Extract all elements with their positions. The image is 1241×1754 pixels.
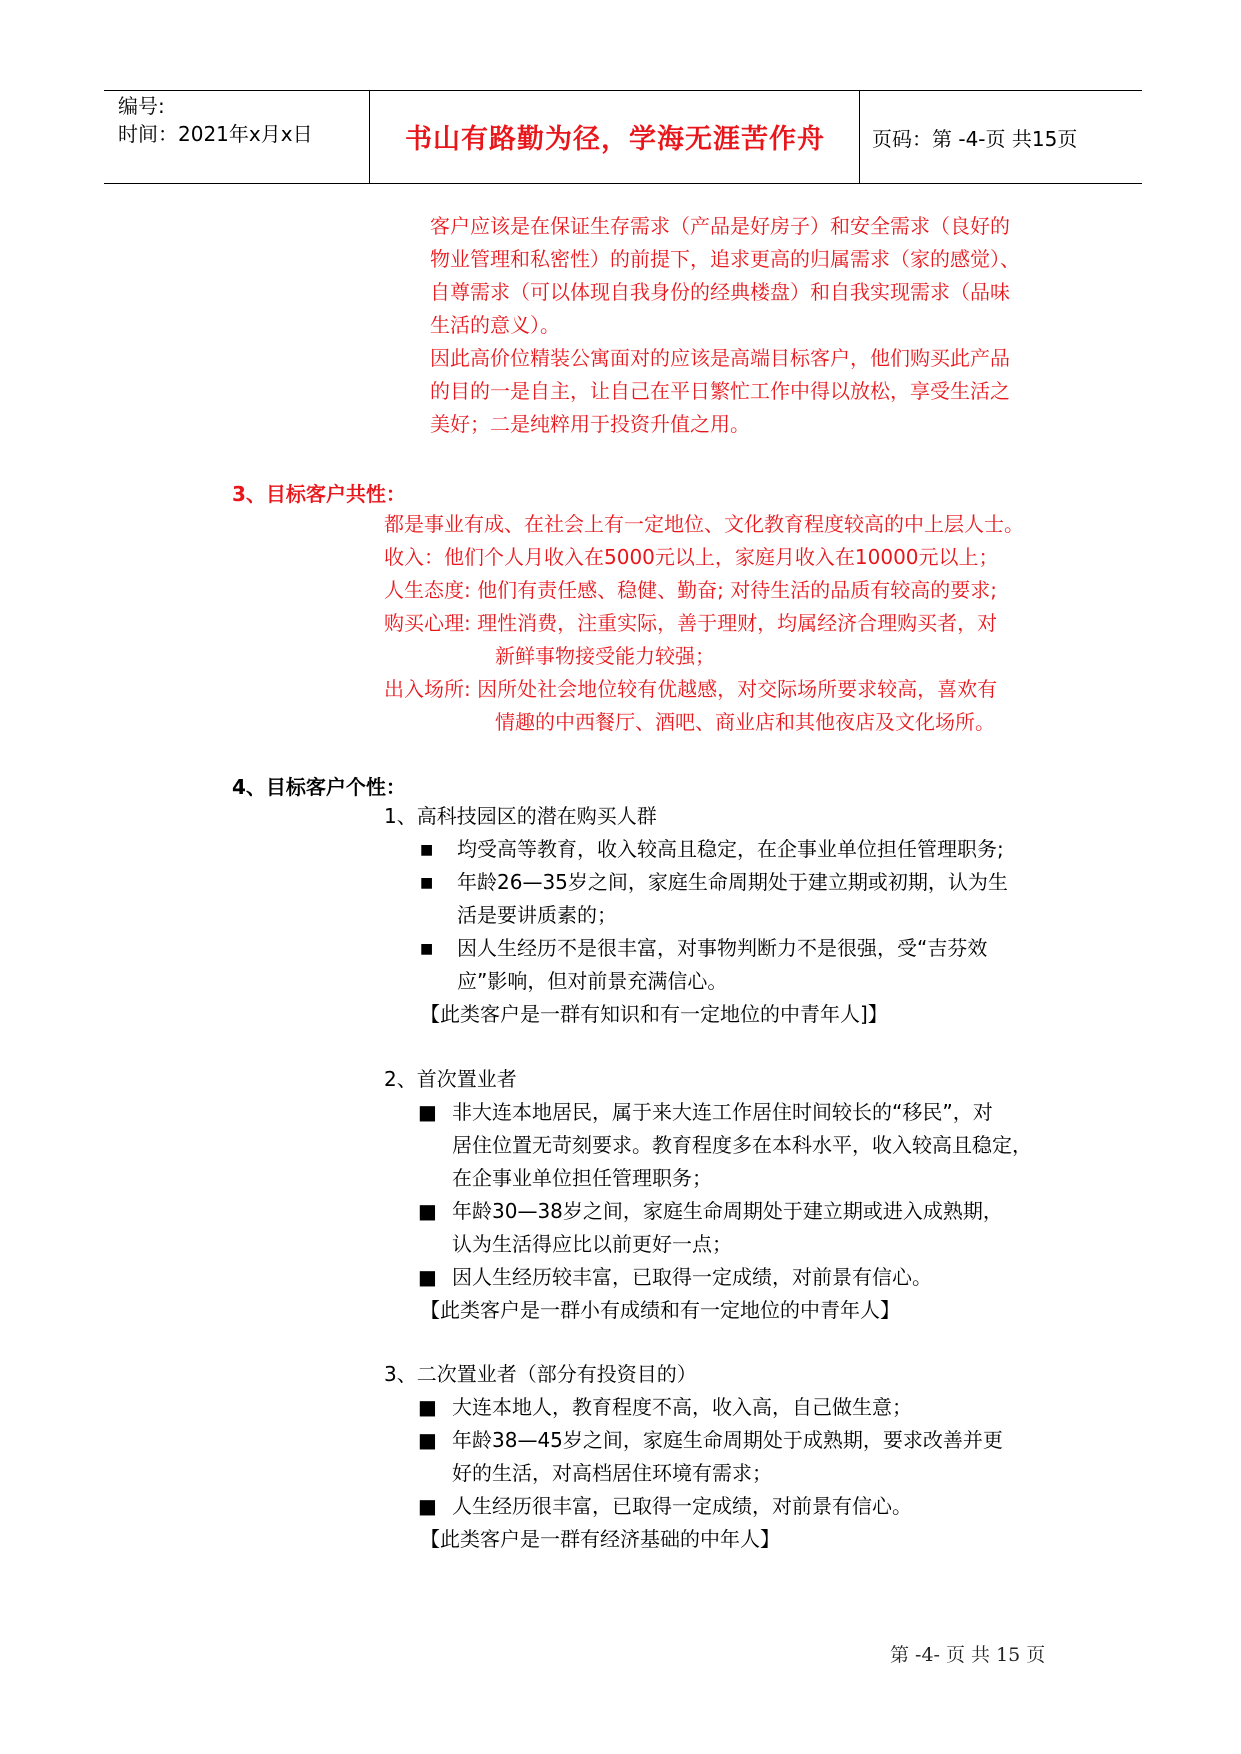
intro-line: 美好；二是纯粹用于投资升值之用。 (430, 412, 750, 436)
square-bullet-icon: ■ (418, 1428, 437, 1452)
intro-line: 因此高价位精装公寓面对的应该是高端目标客户，他们购买此产品 (430, 346, 1010, 370)
trait-line: 都是事业有成、在社会上有一定地位、文化教育程度较高的中上层人士。 (384, 512, 1024, 536)
header-divider (369, 91, 370, 183)
list-item: 非大连本地居民，属于来大连工作居住时间较长的“移民”，对 (452, 1100, 993, 1124)
list-item: 因人生经历较丰富，已取得一定成绩，对前景有信心。 (452, 1265, 932, 1289)
list-item: 居住位置无苛刻要求。教育程度多在本科水平，收入较高且稳定， (452, 1133, 1032, 1157)
list-item: 人生经历很丰富，已取得一定成绩，对前景有信心。 (452, 1494, 912, 1518)
trait-line: 新鲜事物接受能力较强； (495, 644, 715, 668)
group-summary: 【此类客户是一群小有成绩和有一定地位的中青年人】 (420, 1298, 900, 1322)
square-bullet-icon: ■ (418, 1395, 437, 1419)
list-item: 应”影响，但对前景充满信心。 (457, 969, 728, 993)
intro-line: 自尊需求（可以体现自我身份的经典楼盘）和自我实现需求（品味 (430, 280, 1010, 304)
page-footer: 第 -4- 页 共 15 页 (890, 1644, 1046, 1666)
section-title: 3、目标客户共性： (232, 482, 406, 506)
list-item: 大连本地人，教育程度不高，收入高，自己做生意； (452, 1395, 912, 1419)
trait-line: 收入：他们个人月收入在5000元以上，家庭月收入在10000元以上； (384, 545, 999, 569)
square-bullet-icon: ■ (418, 1100, 437, 1124)
intro-line: 客户应该是在保证生存需求（产品是好房子）和安全需求（良好的 (430, 214, 1010, 238)
number-label: 编号: (118, 94, 165, 118)
group-heading: 2、首次置业者 (384, 1067, 517, 1091)
intro-line: 的目的一是自主，让自己在平日繁忙工作中得以放松，享受生活之 (430, 379, 1010, 403)
list-item: 年龄38—45岁之间，家庭生命周期处于成熟期，要求改善并更 (452, 1428, 1003, 1452)
list-item: 活是要讲质素的； (457, 903, 617, 927)
list-item: 年龄26—35岁之间，家庭生命周期处于建立期或初期，认为生 (457, 870, 1008, 894)
list-item: 认为生活得应比以前更好一点； (452, 1232, 732, 1256)
page-header (104, 90, 1142, 184)
intro-line: 物业管理和私密性）的前提下，追求更高的归属需求（家的感觉）、 (430, 247, 1020, 271)
trait-line: 情趣的中西餐厅、酒吧、商业店和其他夜店及文化场所。 (495, 710, 995, 734)
square-bullet-icon: ■ (420, 875, 434, 891)
header-motto: 书山有路勤为径，学海无涯苦作舟 (405, 124, 825, 155)
group-summary: 【此类客户是一群有经济基础的中年人】 (420, 1527, 780, 1551)
square-bullet-icon: ■ (420, 842, 434, 858)
trait-line: 出入场所: 因所处社会地位较有优越感，对交际场所要求较高，喜欢有 (384, 677, 998, 701)
group-heading: 3、二次置业者（部分有投资目的） (384, 1362, 697, 1386)
group-summary: 【此类客户是一群有知识和有一定地位的中青年人]】 (420, 1002, 888, 1026)
header-meta (118, 91, 368, 183)
list-item: 年龄30—38岁之间，家庭生命周期处于建立期或进入成熟期， (452, 1199, 1003, 1223)
list-item: 好的生活，对高档居住环境有需求； (452, 1461, 772, 1485)
list-item: 因人生经历不是很丰富，对事物判断力不是很强，受“吉芬效 (457, 936, 988, 960)
square-bullet-icon: ■ (418, 1265, 437, 1289)
intro-line: 生活的意义）。 (430, 313, 560, 337)
list-item: 在企事业单位担任管理职务； (452, 1166, 712, 1190)
group-heading: 1、高科技园区的潜在购买人群 (384, 804, 657, 828)
square-bullet-icon: ■ (418, 1199, 437, 1223)
header-page-number: 页码：第 -4-页 共15页 (872, 127, 1078, 151)
time-label: 时间：2021年x月x日 (118, 122, 313, 146)
trait-line: 人生态度: 他们有责任感、稳健、勤奋; 对待生活的品质有较高的要求; (384, 578, 997, 602)
square-bullet-icon: ■ (420, 941, 434, 957)
trait-line: 购买心理: 理性消费，注重实际，善于理财，均属经济合理购买者，对 (384, 611, 998, 635)
list-item: 均受高等教育，收入较高且稳定，在企事业单位担任管理职务; (457, 837, 1004, 861)
header-divider (859, 91, 860, 183)
section-title: 4、目标客户个性： (232, 775, 406, 799)
square-bullet-icon: ■ (418, 1494, 437, 1518)
